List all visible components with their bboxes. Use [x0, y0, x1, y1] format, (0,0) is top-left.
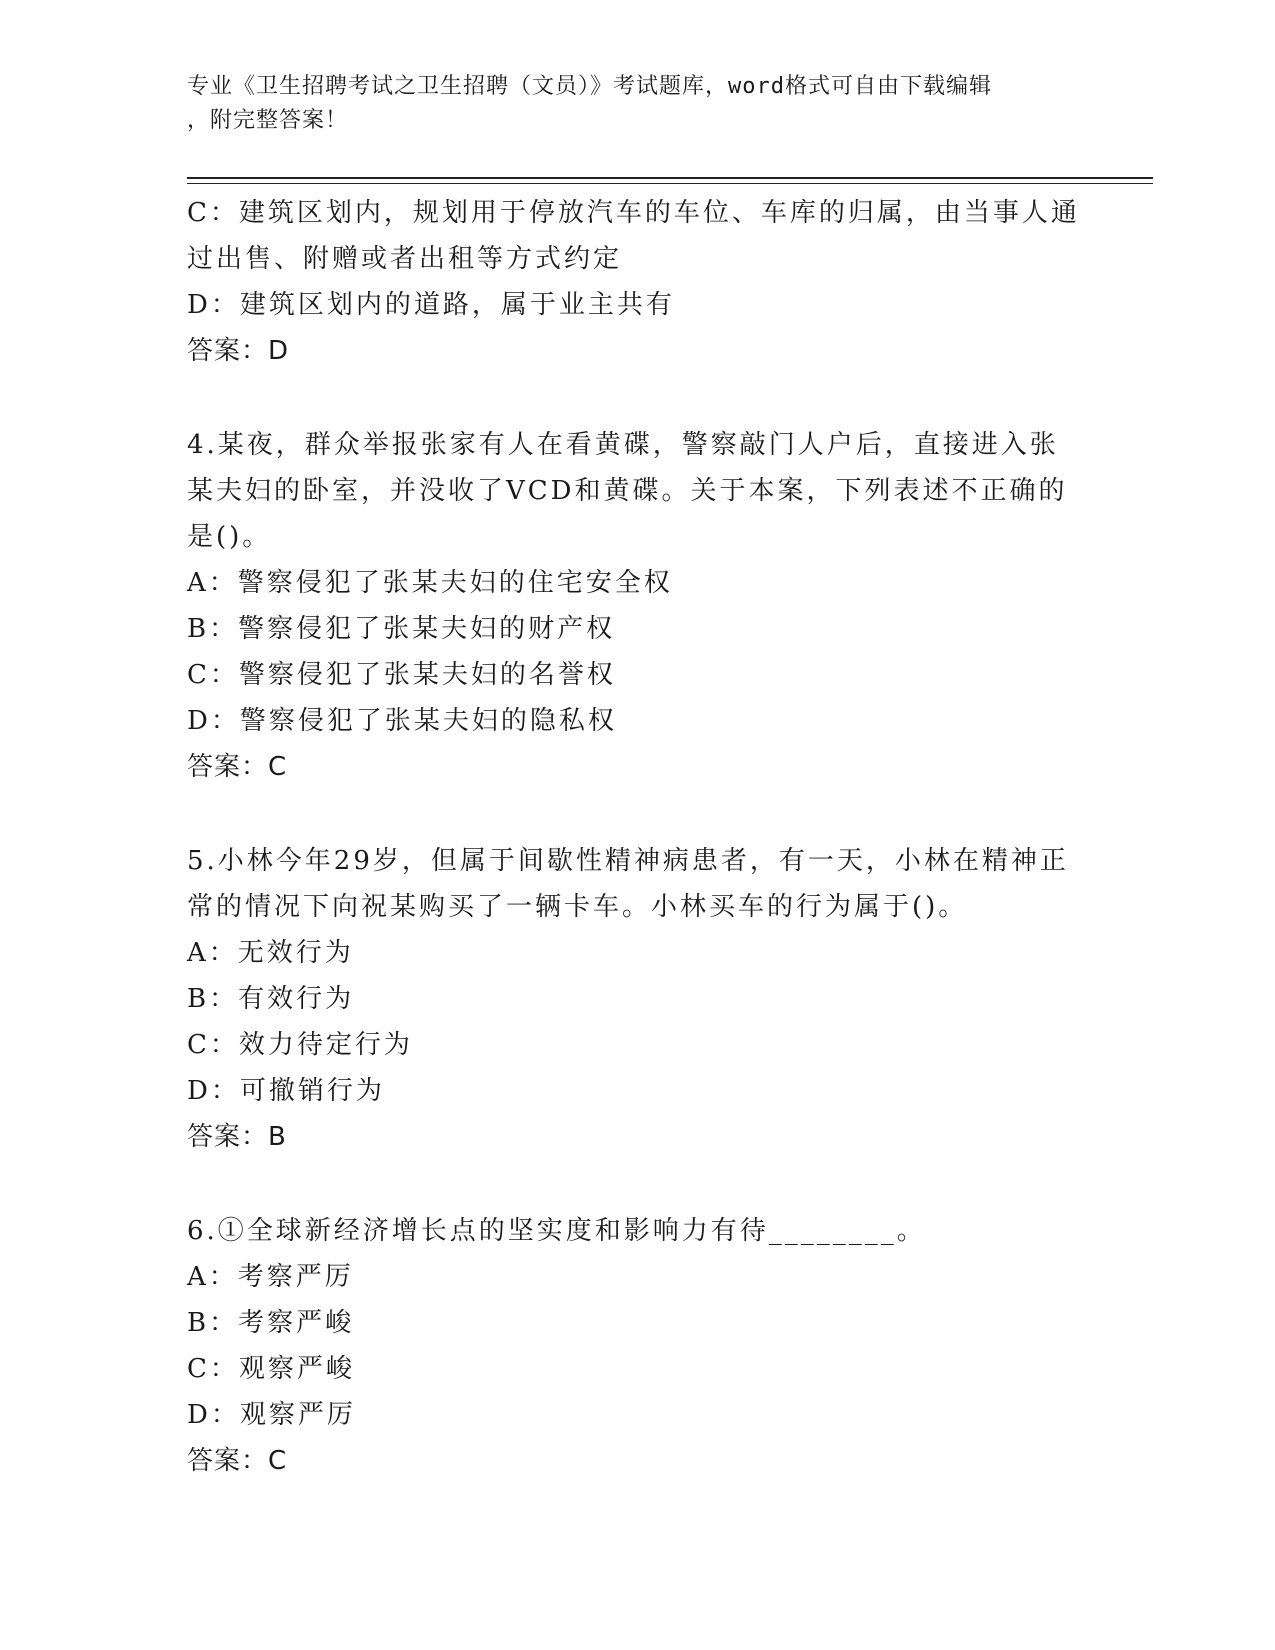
- question-stem: 5.小林今年29岁，但属于间歇性精神病患者，有一天，小林在精神正常的情况下向祝某购买了一辆卡车。小林买车的行为属于()。: [187, 846, 1069, 922]
- answer-line: 答案：D: [187, 336, 290, 366]
- question-stem: 6.①全球新经济增长点的坚实度和影响力有待________。: [187, 1216, 926, 1246]
- answer-line: 答案：C: [187, 1446, 288, 1476]
- option-c: C：观察严峻: [187, 1354, 355, 1384]
- header-divider-thick: [187, 177, 1153, 179]
- question-stem: 4.某夜，群众举报张家有人在看黄碟，警察敲门人户后，直接进入张某夫妇的卧室，并没收了VCD和黄碟。关于本案，下列表述不正确的是()。: [187, 430, 1068, 552]
- question-block-6: [187, 1208, 1087, 1484]
- option-d: D：建筑区划内的道路，属于业主共有: [187, 290, 675, 320]
- option-a: A：无效行为: [187, 938, 354, 968]
- option-d: D：警察侵犯了张某夫妇的隐私权: [187, 706, 617, 736]
- option-b: B：有效行为: [187, 984, 355, 1014]
- answer-line: 答案：C: [187, 752, 288, 782]
- option-b: B：考察严峻: [187, 1308, 355, 1338]
- question-block-5: [187, 838, 1087, 1160]
- option-a: A：警察侵犯了张某夫妇的住宅安全权: [187, 568, 673, 598]
- option-a: A：考察严厉: [187, 1262, 354, 1292]
- header-line-2: ，附完整答案！: [187, 108, 349, 133]
- option-c: C：警察侵犯了张某夫妇的名誉权: [187, 660, 616, 690]
- option-c: C：建筑区划内，规划用于停放汽车的车位、车库的归属，由当事人通过出售、附赠或者出租等方式约定: [187, 198, 1080, 274]
- header-line-1: 专业《卫生招聘考试之卫生招聘（文员）》考试题库，word格式可自由下载编辑: [187, 74, 992, 99]
- header-divider-thin: [187, 183, 1153, 184]
- document-header: [187, 70, 1087, 138]
- question-block-4: [187, 422, 1087, 790]
- option-c: C：效力待定行为: [187, 1030, 413, 1060]
- option-d: D：可撤销行为: [187, 1076, 385, 1106]
- option-b: B：警察侵犯了张某夫妇的财产权: [187, 614, 616, 644]
- answer-line: 答案：B: [187, 1122, 287, 1152]
- question-content: [187, 190, 1087, 1484]
- question-block-partial: [187, 190, 1087, 374]
- option-d: D：观察严厉: [187, 1400, 356, 1430]
